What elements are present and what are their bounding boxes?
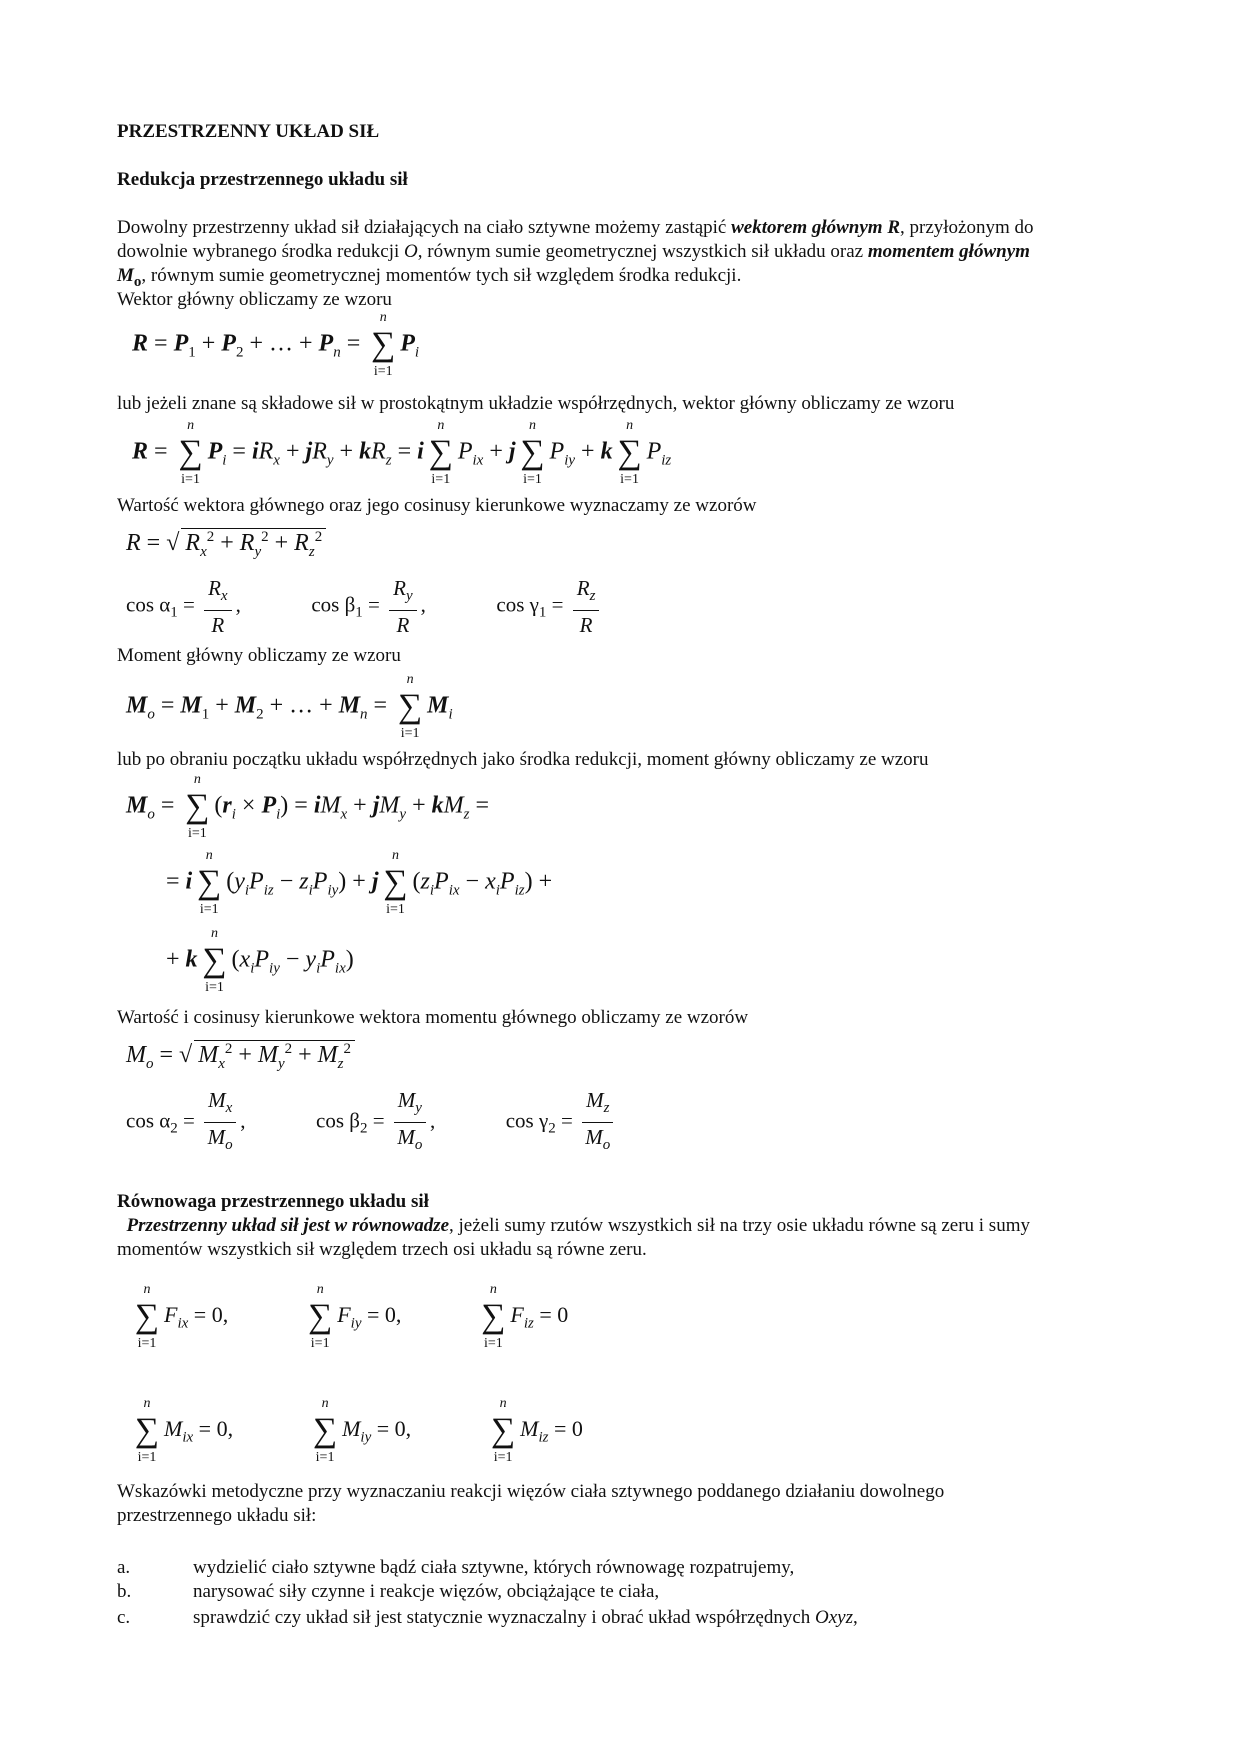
equation-moment-equilibrium: n ∑ i=1 $M_{ix} = 0$, n ∑ i=1 $M_{iy} = 0$, n ∑ i=1 $M_{iz} = 0$: [130, 1414, 583, 1448]
sum-symbol: n ∑ i=1: [426, 436, 456, 470]
sum-lower: i=1: [431, 472, 451, 487]
paragraph-line: momentów wszystkich sił względem trzech osi układu są równe zeru.: [117, 1239, 647, 1260]
sum-symbol: n ∑ i=1: [518, 436, 548, 470]
sum-lower: i=1: [315, 1450, 335, 1465]
list-item: narysować siły czynne i reakcje więzów, obciążające te ciała,: [193, 1581, 660, 1602]
sum-lower: i=1: [137, 1336, 157, 1351]
equation-magnitude-r: R = √ $R_x^2 + R_y^2 + R_z^2$: [126, 528, 326, 561]
sum-symbol: n ∑ i=1: [305, 1300, 335, 1334]
paragraph-line: lub jeżeli znane są składowe sił w prostokątnym układzie współrzędnych, wektor główny obliczamy ze wzoru: [117, 393, 955, 414]
emphasis-text: O: [404, 241, 418, 262]
sum-lower: i=1: [400, 726, 420, 741]
sum-symbol: n ∑ i=1: [488, 1414, 518, 1448]
sum-lower: i=1: [484, 1336, 503, 1351]
paragraph-line: [117, 1214, 1030, 1238]
sum-symbol: n ∑ i=1: [194, 866, 224, 900]
sum-upper: n: [205, 848, 213, 863]
sum-symbol: n ∑ i=1: [395, 690, 425, 724]
sum-upper: n: [489, 1282, 497, 1297]
sum-symbol: n ∑ i=1: [132, 1300, 162, 1334]
sum-symbol: n ∑ i=1: [310, 1414, 340, 1448]
sum-lower: i=1: [523, 472, 542, 487]
text-span: , równym sumie geometrycznej momentów tych sił względem środka redukcji.: [141, 265, 742, 286]
sum-symbol: n ∑ i=1: [176, 436, 206, 470]
emphasis-text: Przestrzenny układ sił jest w równowadze: [126, 1215, 450, 1236]
sum-upper: n: [211, 926, 219, 941]
sum-symbol: n ∑ i=1: [368, 328, 398, 362]
list-item-label: a.: [117, 1557, 131, 1578]
sum-symbol: n ∑ i=1: [381, 866, 411, 900]
sum-symbol: n ∑ i=1: [182, 790, 212, 824]
sum-lower: i=1: [137, 1450, 157, 1465]
sum-symbol: n ∑ i=1: [200, 944, 230, 978]
sum-upper: n: [321, 1396, 329, 1411]
sum-upper: n: [187, 418, 195, 433]
paragraph-line: Wartość i cosinusy kierunkowe wektora momentu głównego obliczamy ze wzorów: [117, 1007, 749, 1028]
text-span: dowolnie wybranego środka redukcji: [117, 241, 405, 262]
list-item: wydzielić ciało sztywne bądź ciała sztywne, których równowagę rozpatrujemy,: [193, 1557, 795, 1578]
equation-moment-expanded-line1: $M_o$ = n ∑ i=1 $(r_i \times P_i) = iM_x + jM_y + kM_z$ =: [126, 772, 489, 841]
equation-main-vector: $R = P_1 + P_2$ + … + $P_n$ = n ∑ i=1 $P_i$: [132, 310, 420, 379]
paragraph-line: [117, 216, 1034, 240]
equation-moment-expanded-line2: = i n ∑ i=1 $(y_iP_{iz} - z_iP_{iy}) + j$ n ∑ i=1 $(z_iP_{ix} - x_iP_{iz})$ +: [166, 848, 553, 917]
sum-upper: n: [437, 418, 445, 433]
text-span: Dowolny przestrzenny układ sił działających na ciało sztywne możemy zastąpić: [117, 217, 732, 238]
sum-lower: i=1: [373, 364, 393, 379]
emphasis-text: M: [117, 265, 134, 286]
document-title: PRZESTRZENNY UKŁAD SIŁ: [117, 121, 380, 142]
list-item-label: b.: [117, 1581, 132, 1602]
sum-upper: n: [379, 310, 387, 325]
paragraph-line: Wskazówki metodyczne przy wyznaczaniu reakcji więzów ciała sztywnego poddanego działaniu dowolnego: [117, 1481, 945, 1502]
paragraph-line: Moment główny obliczamy ze wzoru: [117, 645, 401, 666]
sum-lower: i=1: [386, 902, 405, 917]
sum-upper: n: [193, 772, 201, 787]
sum-upper: n: [406, 672, 414, 687]
paragraph-line: Wartość wektora głównego oraz jego cosinusy kierunkowe wyznaczamy ze wzorów: [117, 495, 757, 516]
emphasis-text: wektorem głównym R: [731, 217, 901, 238]
text-span: ,: [853, 1607, 858, 1628]
subscript: o: [133, 273, 142, 290]
equation-direction-cosines-m: $\cos \alpha_2$ = $\frac{M_x}{M_o}$ , $\cos \beta_2$ = $\frac{M_y}{M_o}$ , $\cos \gamma_2$ = $\frac{M_z}{M_o}$: [126, 1086, 617, 1159]
equation-main-vector-components: R = n ∑ i=1 $P_i = iR_x + jR_y + kR_z = i$ n ∑ i=1 $P_{ix} + j$ n ∑ i=1 $P_{iy} + k$ n ∑ i=1 $P_{iz}$: [132, 418, 672, 487]
sum-upper: n: [143, 1282, 151, 1297]
section-heading-equilibrium: Równowaga przestrzennego układu sił: [117, 1191, 429, 1212]
list-item: [193, 1606, 858, 1630]
paragraph-line: przestrzennego układu sił:: [117, 1505, 317, 1526]
sum-upper: n: [316, 1282, 324, 1297]
sum-lower: i=1: [620, 472, 639, 487]
emphasis-text: Oxyz: [815, 1607, 854, 1628]
text-span: , równym sumie geometrycznej wszystkich sił układu oraz: [417, 241, 868, 262]
sum-upper: n: [392, 848, 399, 863]
sum-lower: i=1: [310, 1336, 330, 1351]
equation-main-moment: $M_o = M_1 + M_2$ + … + $M_n$ = n ∑ i=1 $M_i$: [126, 672, 453, 741]
emphasis-text: momentem głównym: [867, 241, 1030, 262]
section-heading-reduction: Redukcja przestrzennego układu sił: [117, 169, 408, 190]
sum-symbol: n ∑ i=1: [478, 1300, 508, 1334]
sum-lower: i=1: [181, 472, 200, 487]
sum-lower: i=1: [205, 980, 224, 995]
list-item-label: c.: [117, 1607, 131, 1628]
equation-magnitude-m: $M_o$ = √ $M_x^2 + M_y^2 + M_z^2$: [126, 1040, 355, 1073]
sum-symbol: n ∑ i=1: [132, 1414, 162, 1448]
text-span: , jeżeli sumy rzutów wszystkich sił na trzy osie układu równe są zeru i sumy: [449, 1215, 1030, 1236]
equation-force-equilibrium: n ∑ i=1 $F_{ix} = 0$, n ∑ i=1 $F_{iy} = 0$, n ∑ i=1 $F_{iz} = 0$: [130, 1300, 568, 1334]
paragraph-line: lub po obraniu początku układu współrzędnych jako środka redukcji, moment główny obliczamy ze wzoru: [117, 749, 929, 770]
sum-lower: i=1: [493, 1450, 513, 1465]
sum-upper: n: [626, 418, 634, 433]
sum-lower: i=1: [187, 826, 207, 841]
paragraph-line: Wektor główny obliczamy ze wzoru: [117, 289, 392, 310]
sum-symbol: n ∑ i=1: [615, 436, 645, 470]
sum-lower: i=1: [199, 902, 219, 917]
sum-upper: n: [529, 418, 537, 433]
equation-moment-expanded-line3: + k n ∑ i=1 $(x_iP_{iy} - y_iP_{ix})$: [166, 926, 354, 995]
text-span: , przyłożonym do: [900, 217, 1034, 238]
sum-upper: n: [143, 1396, 151, 1411]
paragraph-line: [117, 240, 1030, 264]
text-span: sprawdzić czy układ sił jest statycznie wyznaczalny i obrać układ współrzędnych: [193, 1607, 816, 1628]
equation-direction-cosines-r: $\cos \alpha_1$ = $\frac{R_x}{R}$ , $\cos \beta_1$ = $\frac{R_y}{R}$ , $\cos \gamma_1$ = $\frac{R_z}{R}$: [126, 574, 603, 639]
sum-upper: n: [499, 1396, 507, 1411]
